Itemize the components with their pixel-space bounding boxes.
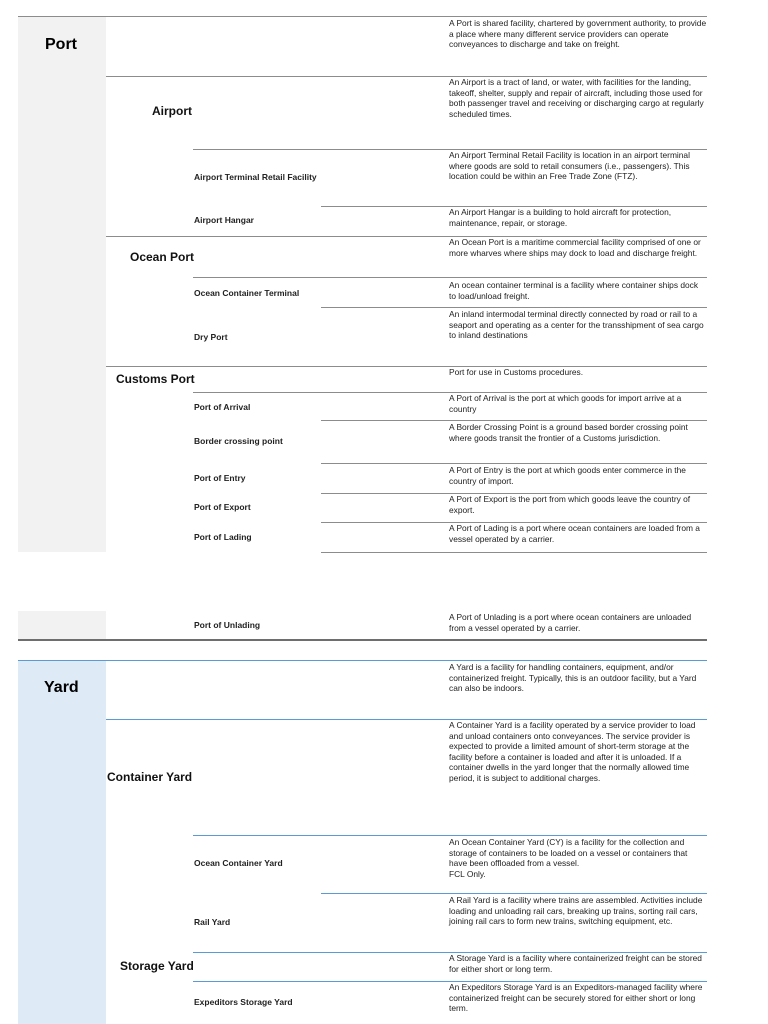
dry-port-label: Dry Port [194,332,228,342]
divider [321,463,707,464]
rail-yard-label: Rail Yard [194,917,231,927]
unlading-description: A Port of Unlading is a port where ocean containers are unloaded from a vessel operated by a carrier. [449,612,692,633]
ocean-port-description: An Ocean Port is a maritime commercial facility comprised of one or more wharves where ships may dock to load and discharge freight. [449,237,701,258]
ocean-terminal-label: Ocean Container Terminal [194,288,300,298]
divider [193,835,707,836]
divider [321,420,707,421]
rail-yard-description: A Rail Yard is a facility where trains are assembled. Activities include loading and unloading rail cars, breaking up trains, sorting rail cars, joining rail cars to form new trains, switching equipment, etc. [449,895,703,927]
lading-label: Port of Lading [194,532,252,542]
storage-yard-description: A Storage Yard is a facility where containerized freight can be stored for either short or long term. [449,953,702,974]
airport-hangar-description: An Airport Hangar is a building to hold aircraft for protection, maintenance, repair, or storage. [449,207,672,228]
lading-description: A Port of Lading is a port where ocean containers are loaded from a vessel operated by a carrier. [449,523,700,544]
port-section-band [18,17,106,552]
arrival-label: Port of Arrival [194,402,251,412]
airport-retail-description: An Airport Terminal Retail Facility is location in an airport terminal where goods are sold to retail consumers (i.e., passengers). This location could be within an Free Trade Zone (FTZ). [449,150,690,182]
divider [18,660,707,661]
border-label: Border crossing point [194,436,283,446]
yard-section-band [18,660,106,1024]
port-continuation-band [18,611,106,639]
arrival-description: A Port of Arrival is the port at which goods for import arrive at a country [449,393,682,414]
border-description: A Border Crossing Point is a ground based border crossing point where goods transit the frontier of a Customs jurisdiction. [449,422,688,443]
ocean-cy-description: An Ocean Container Yard (CY) is a facility for the collection and storage of containers to be loaded on a vessel or containers that have been offloaded from a vessel. FCL Only. [449,837,688,879]
port-description: A Port is shared facility, chartered by government authority, to provide a place where many different service providers can operate conveyances to discharge and take on freight. [449,18,707,50]
container-yard-description: A Container Yard is a facility operated by a service provider to load and unload containers onto conveyances. The service provider is expected to provide a limited amount of short-term storage at the facility before a container is loaded and after it is unloaded. If a container dwells in the yard longer that the normally allowed time period, it is subject to additional charges. [449,720,696,783]
dry-port-description: An inland intermodal terminal directly connected by road or rail to a seaport and operating as a center for the transshipment of sea cargo to inland destinations [449,309,704,341]
customs-port-label: Customs Port [116,372,195,386]
ocean-terminal-description: An ocean container terminal is a facility where container ships dock to load/unload freight. [449,280,699,301]
container-yard-label: Container Yard [107,770,193,784]
entry-label: Port of Entry [194,473,246,483]
ocean-cy-label: Ocean Container Yard [194,858,283,868]
customs-port-description: Port for use in Customs procedures. [449,367,584,377]
airport-hangar-label: Airport Hangar [194,215,254,225]
airport-description: An Airport is a tract of land, or water, with facilities for the landing, takeoff, shelter, supply and repair of aircraft, including those used for both passenger travel and receiving or discharging cargo at regularly scheduled times. [449,77,704,119]
entry-description: A Port of Entry is the port at which goods enter commerce in the country of import. [449,465,686,486]
exp-storage-label: Expeditors Storage Yard [194,997,293,1007]
divider [193,277,707,278]
airport-retail-label: Airport Terminal Retail Facility [194,172,317,182]
storage-yard-label: Storage Yard [120,959,194,973]
ocean-port-label: Ocean Port [130,250,195,264]
unlading-label: Port of Unlading [194,620,261,630]
divider [18,16,707,17]
yard-description: A Yard is a facility for handling containers, equipment, and/or containerized freight. Typically, this is an outdoor facility, but a Yard can also be indoors. [449,662,697,694]
port-label: Port [45,36,77,53]
export-description: A Port of Export is the port from which goods leave the country of export. [449,494,691,515]
divider [321,307,707,308]
export-label: Port of Export [194,502,251,512]
divider [321,893,707,894]
divider [321,552,707,553]
exp-storage-description: An Expeditors Storage Yard is an Expeditors-managed facility where containerized freight can be securely stored for either short or long term. [449,982,703,1014]
section-divider [18,639,707,641]
yard-label: Yard [44,679,79,696]
airport-label: Airport [152,104,192,118]
